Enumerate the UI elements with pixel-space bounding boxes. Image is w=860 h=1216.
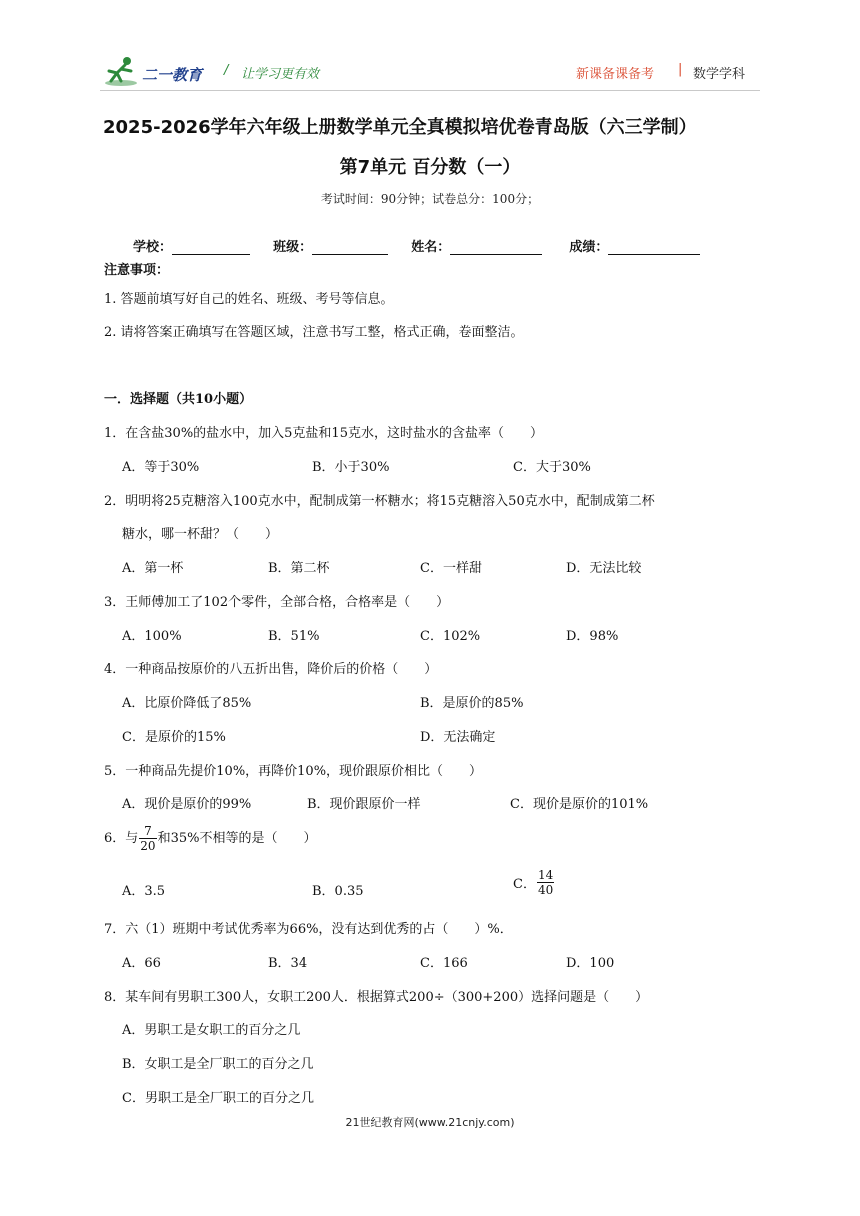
question-5-option-c[interactable]: C．现价是原价的101% <box>510 797 649 812</box>
question-8-option-b[interactable]: B．女职工是全厂职工的百分之几 <box>122 1057 314 1072</box>
page-subtitle: 第7单元 百分数（一） <box>339 157 521 178</box>
page-title: 2025-2026学年六年级上册数学单元全真模拟培优卷青岛版（六三学制） <box>103 117 697 138</box>
fraction-denominator: 20 <box>140 839 156 853</box>
question-6-stem-pre: 6．与 <box>104 831 139 846</box>
slogan-slash: / <box>224 63 229 78</box>
notes-title: 注意事项： <box>104 263 170 278</box>
question-6-stem <box>104 824 316 853</box>
question-1-stem: 1．在含盐30%的盐水中，加入5克盐和15克水，这时盐水的含盐率（ ） <box>104 426 543 441</box>
question-6-option-c[interactable] <box>513 868 555 897</box>
runner-logo-icon <box>103 55 139 87</box>
question-6-option-a[interactable]: A．3.5 <box>122 884 166 899</box>
slogan: 让学习更有效 <box>241 67 320 82</box>
question-2-stem-line2: 糖水，哪一杯甜？（ ） <box>122 527 279 542</box>
question-5-option-b[interactable]: B．现价跟原价一样 <box>307 797 421 812</box>
class-field[interactable] <box>312 240 388 255</box>
question-7-stem: 7．六（1）班期中考试优秀率为66%，没有达到优秀的占（ ）%． <box>104 922 513 937</box>
question-3-stem: 3．王师傅加工了102个零件，全部合格，合格率是（ ） <box>104 595 450 610</box>
question-6-stem-post: 和35%不相等的是（ ） <box>157 831 317 846</box>
question-2-option-c[interactable]: C．一样甜 <box>420 561 482 576</box>
score-field[interactable] <box>608 240 700 255</box>
score-label: 成绩： <box>569 240 609 255</box>
question-3-option-d[interactable]: D．98% <box>566 629 619 644</box>
question-2-option-b[interactable]: B．第二杯 <box>268 561 330 576</box>
logo-text: 二一教育 <box>142 66 203 84</box>
note-item: 2. 请将答案正确填写在答题区域，注意书写工整，格式正确，卷面整洁。 <box>104 325 524 340</box>
question-4-option-b[interactable]: B．是原价的85% <box>420 696 524 711</box>
question-6-fraction <box>139 824 156 853</box>
fraction-numerator: 14 <box>537 868 554 882</box>
question-7-option-a[interactable]: A．66 <box>122 956 161 971</box>
question-2-stem-line1: 2．明明将25克糖溶入100克水中，配制成第一杯糖水；将15克糖溶入50克水中，配制成第二杯 <box>104 494 655 509</box>
question-3-option-a[interactable]: A．100% <box>122 629 182 644</box>
question-1-option-b[interactable]: B．小于30% <box>312 460 390 475</box>
question-8-option-a[interactable]: A．男职工是女职工的百分之几 <box>122 1023 301 1038</box>
question-6-option-b[interactable]: B．0.35 <box>312 884 364 899</box>
question-4-option-a[interactable]: A．比原价降低了85% <box>122 696 252 711</box>
question-3-option-b[interactable]: B．51% <box>268 629 320 644</box>
name-field[interactable] <box>450 240 542 255</box>
question-1-option-a[interactable]: A．等于30% <box>122 460 200 475</box>
question-8-option-c[interactable]: C．男职工是全厂职工的百分之几 <box>122 1091 314 1106</box>
header-course-label: 新课备课备考 <box>576 67 655 82</box>
question-2-option-a[interactable]: A．第一杯 <box>122 561 184 576</box>
header-divider <box>100 90 760 91</box>
question-4-stem: 4．一种商品按原价的八五折出售，降价后的价格（ ） <box>104 662 438 677</box>
question-5-stem: 5．一种商品先提价10%，再降价10%，现价跟原价相比（ ） <box>104 764 483 779</box>
question-4-option-c[interactable]: C．是原价的15% <box>122 730 226 745</box>
section-title: 一．选择题（共10小题） <box>104 392 253 407</box>
question-8-stem: 8．某车间有男职工300人，女职工200人．根据算式200÷（300+200）选择问题是（ ） <box>104 990 649 1005</box>
question-6-option-c-label: C． <box>513 877 536 892</box>
school-field[interactable] <box>172 240 250 255</box>
question-1-option-c[interactable]: C．大于30% <box>513 460 591 475</box>
question-7-option-b[interactable]: B．34 <box>268 956 308 971</box>
question-4-option-d[interactable]: D．无法确定 <box>420 730 496 745</box>
page-footer: 21世纪教育网(www.21cnjy.com) <box>345 1116 515 1129</box>
fraction-denominator: 40 <box>537 883 554 897</box>
question-2-option-d[interactable]: D．无法比较 <box>566 561 642 576</box>
question-3-option-c[interactable]: C．102% <box>420 629 481 644</box>
name-label: 姓名： <box>411 240 451 255</box>
question-7-option-c[interactable]: C．166 <box>420 956 468 971</box>
question-6-option-c-fraction <box>537 868 554 897</box>
student-info-row <box>133 236 700 255</box>
note-item: 1. 答题前填写好自己的姓名、班级、考号等信息。 <box>104 292 394 307</box>
fraction-numerator: 7 <box>139 824 156 839</box>
header-separator: | <box>678 62 683 77</box>
exam-info: 考试时间：90分钟；试卷总分：100分； <box>320 192 540 206</box>
class-label: 班级： <box>273 240 313 255</box>
question-5-option-a[interactable]: A．现价是原价的99% <box>122 797 252 812</box>
header-subject: 数学学科 <box>693 67 746 82</box>
school-label: 学校： <box>133 240 173 255</box>
question-7-option-d[interactable]: D．100 <box>566 956 615 971</box>
